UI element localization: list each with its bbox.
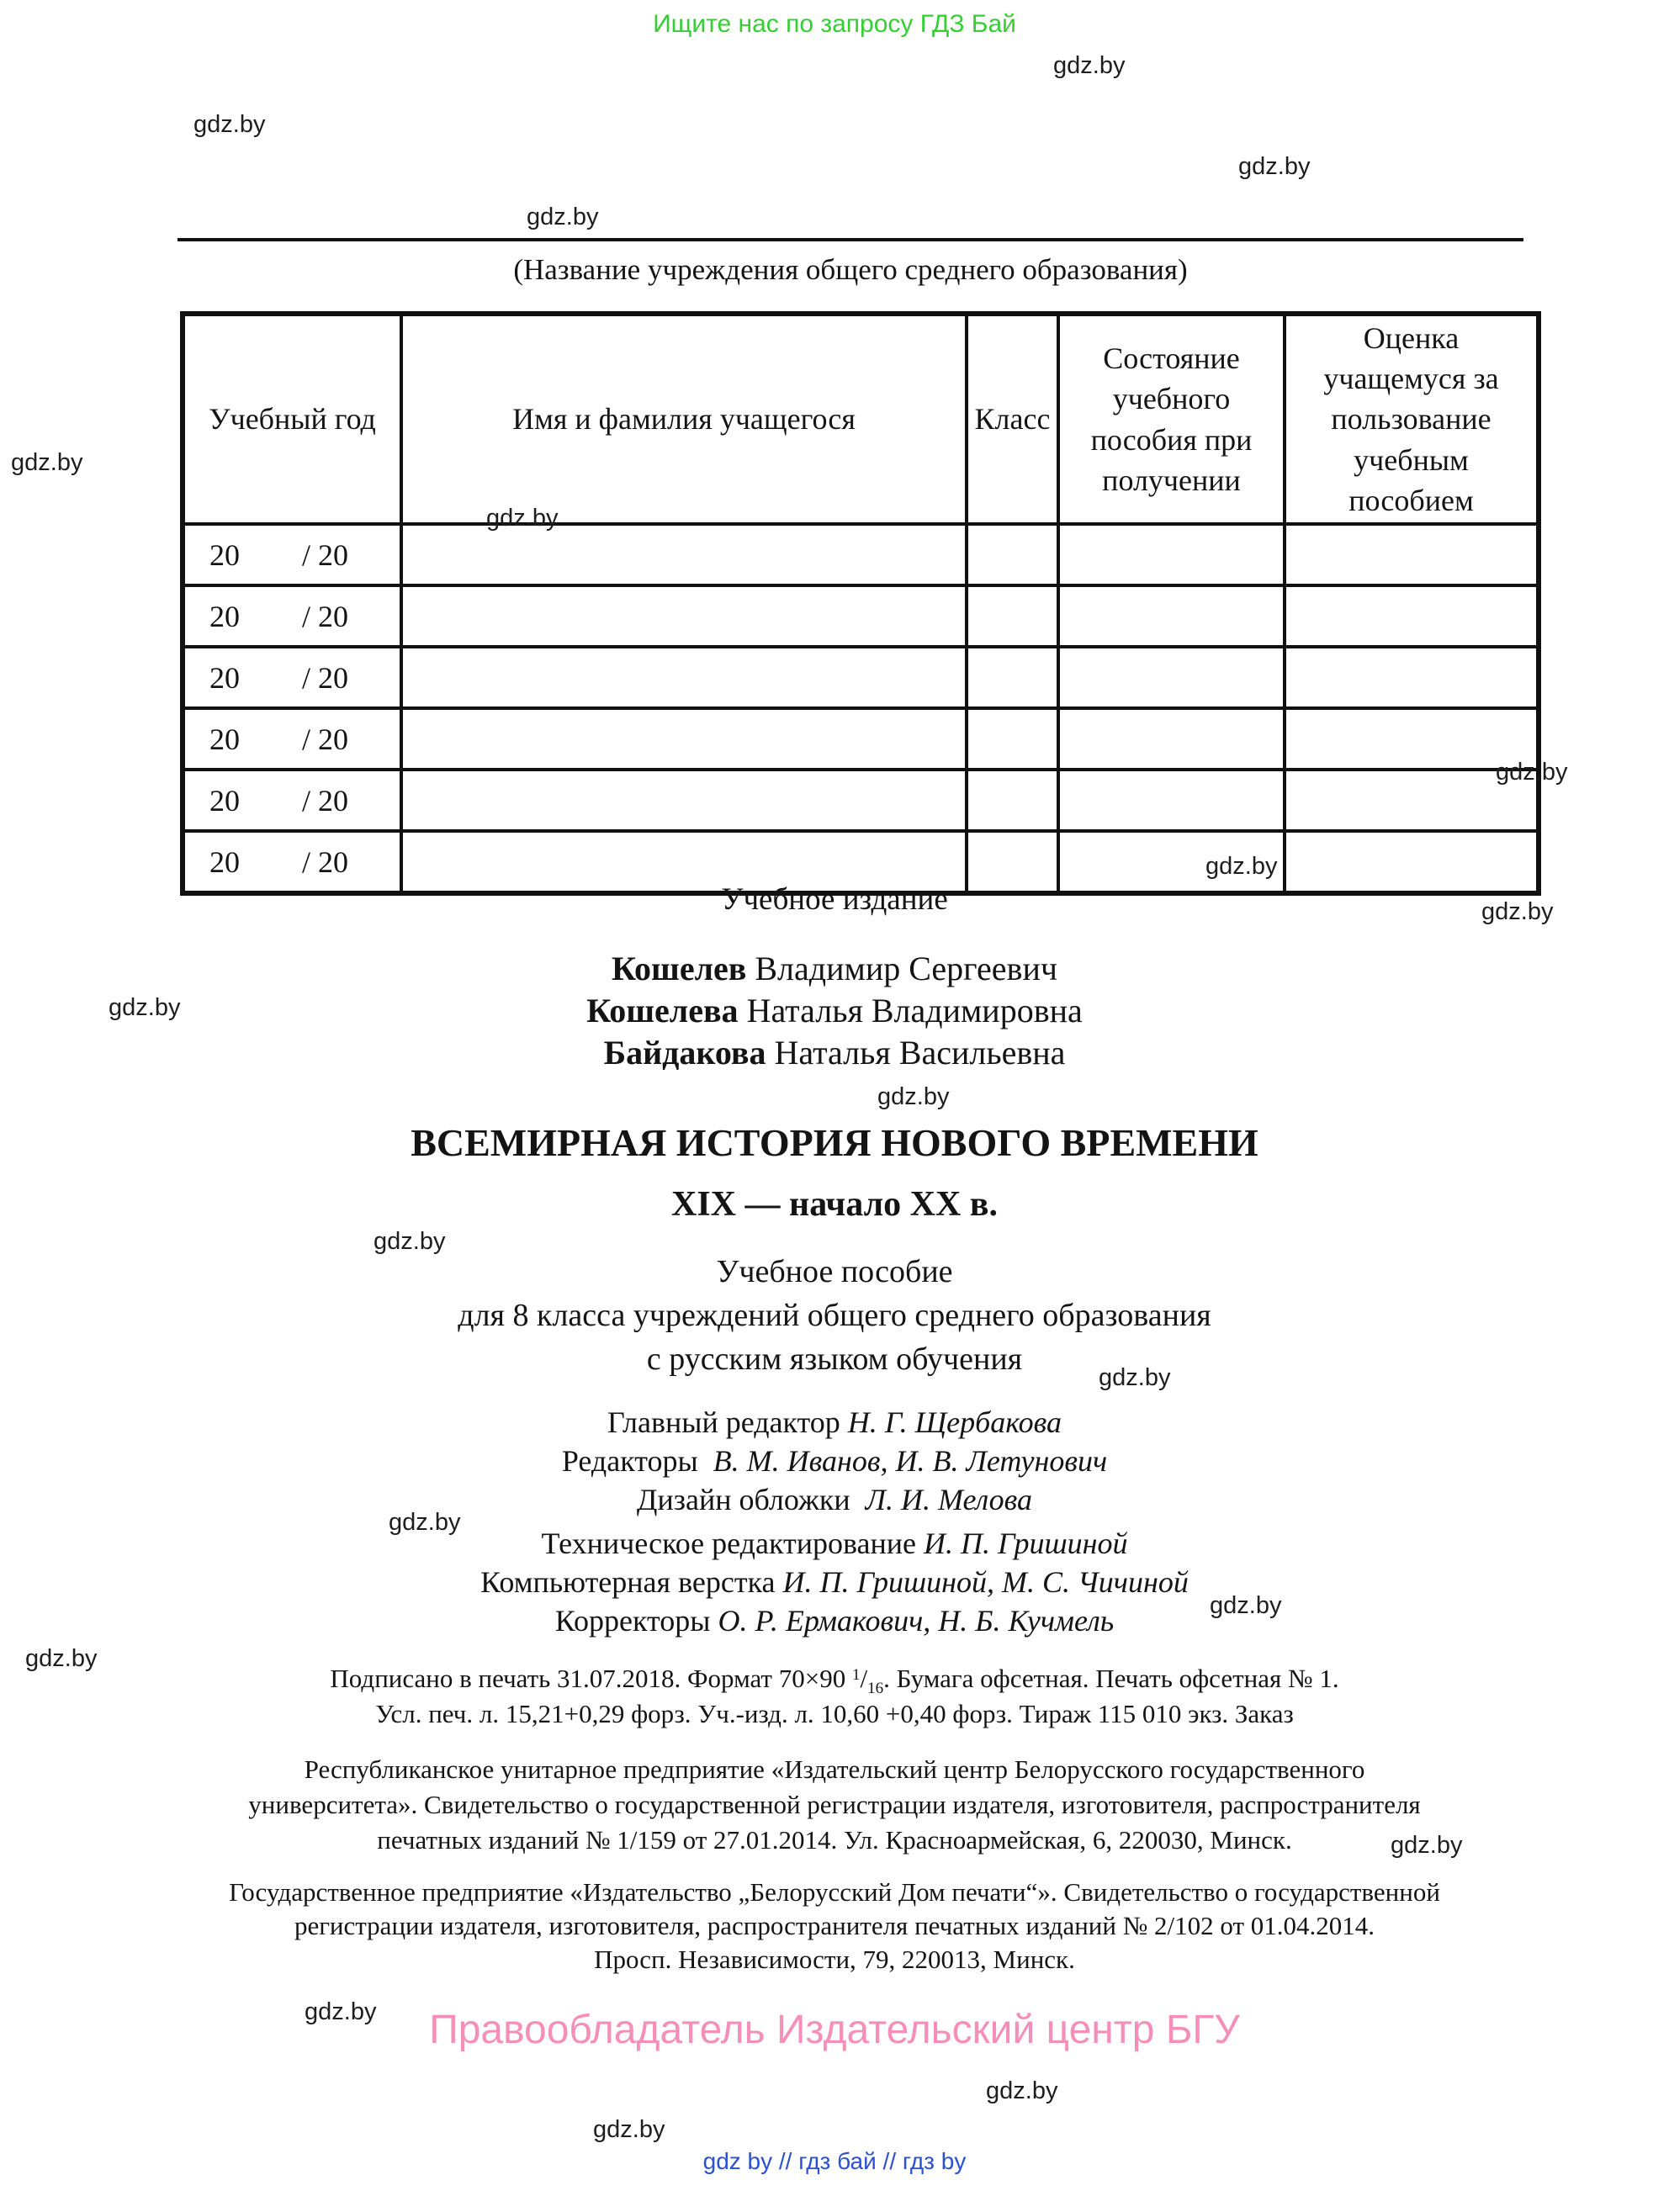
year-cell [186,660,399,696]
table-header-row [183,314,1539,524]
publisher-line: Республиканское унитарное предприятие «Издательский центр Белорусского государственного [304,1754,1365,1784]
staff-line [0,1603,1669,1638]
staff-line [0,1564,1669,1600]
year-cell [186,783,399,818]
year-suffix: / 20 [302,599,349,633]
year-suffix: / 20 [302,537,349,572]
institution-caption: (Название учреждения общего среднего образования) [513,253,1188,286]
year-prefix: 20 [209,844,240,879]
col-header-class: Класс [967,314,1058,524]
staff-names: И. П. Гришиной, М. С. Чичиной [782,1565,1189,1599]
imprint-text: . Бумага офсетная. Печать офсетная № 1. [883,1664,1339,1693]
imprint-line: Усл. печ. л. 15,21+0,29 форз. Уч.-изд. л. 10,60 +0,40 форз. Тираж 115 010 экз. Заказ [375,1699,1294,1728]
grade-cell [1285,647,1539,708]
watermark: gdz.by [1099,1364,1171,1391]
col-header-year: Учебный год [183,314,401,524]
watermark: gdz.by [374,1228,446,1255]
watermark: gdz.by [527,204,599,230]
name-cell [401,524,967,585]
watermark: gdz.by [1481,898,1554,925]
watermark: gdz.by [1053,52,1126,79]
printer-line: Просп. Независимости, 79, 220013, Минск. [594,1945,1075,1974]
edition-type-line: для 8 класса учреждений общего среднего образования [458,1298,1211,1333]
staff-line [0,1405,1669,1440]
year-suffix: / 20 [302,844,349,879]
watermark: gdz.by [11,449,83,476]
staff-role: Дизайн обложки [636,1483,866,1516]
class-cell [967,770,1058,831]
staff-role: Компьютерная верстка [480,1565,783,1599]
watermark: gdz.by [1391,1832,1463,1859]
year-prefix: 20 [209,660,240,695]
footer-links[interactable]: gdz by // гдз бай // гдз by [702,2148,967,2174]
table-row [183,708,1539,770]
table-row [183,647,1539,708]
author-given-names: Наталья Васильевна [766,1034,1066,1072]
author-line [0,991,1669,1030]
name-cell [401,585,967,647]
watermark: gdz.by [389,1509,461,1536]
book-subtitle: XIX — начало XX в. [671,1185,998,1224]
watermark: gdz.by [986,2077,1058,2104]
author-surname: Кошелев [612,950,747,987]
grade-cell [1285,585,1539,647]
staff-line [0,1443,1669,1479]
book-title: ВСЕМИРНАЯ ИСТОРИЯ НОВОГО ВРЕМЕНИ [411,1121,1258,1164]
col-header-state: Состояние учебного пособия при получении [1058,314,1285,524]
watermark: gdz.by [593,2116,665,2143]
imprint-line [0,1664,1669,1698]
table-row [183,524,1539,585]
fraction-denominator: 16 [867,1680,884,1697]
year-suffix: / 20 [302,722,349,756]
rights-holder: Правообладатель Издательский центр БГУ [429,2008,1240,2052]
year-cell [186,722,399,757]
publisher-line: университета». Свидетельство о государственной регистрации издателя, изготовителя, распространителя [248,1790,1421,1819]
staff-role: Техническое редактирование [541,1527,924,1560]
year-cell [186,537,399,573]
edition-kind: Учебное издание [721,882,948,917]
watermark: gdz.by [193,111,266,138]
watermark: gdz.by [1238,153,1311,180]
usage-register-table [180,311,1541,896]
table-row [183,770,1539,831]
state-cell [1058,585,1285,647]
col-header-name: Имя и фамилия учащегося [401,314,967,524]
promo-banner: Ищите нас по запросу ГДЗ Бай [653,10,1016,38]
staff-names: Л. И. Мелова [865,1483,1033,1516]
staff-names: И. П. Гришиной [924,1527,1128,1560]
staff-role: Редакторы [561,1444,713,1478]
year-cell [186,844,399,880]
staff-names: В. М. Иванов, И. В. Летунович [713,1444,1108,1478]
staff-role: Главный редактор [607,1405,848,1439]
fraction-numerator: 1 [851,1666,861,1684]
name-cell [401,708,967,770]
staff-names: О. Р. Ермакович, Н. Б. Кучмель [718,1604,1115,1638]
year-prefix: 20 [209,722,240,756]
author-surname: Байдакова [603,1034,766,1072]
publisher-line: печатных изданий № 1/159 от 27.01.2014. Ул. Красноармейская, 6, 220030, Минск. [377,1825,1292,1855]
watermark: gdz.by [305,1998,377,2025]
class-cell [967,708,1058,770]
author-given-names: Наталья Владимировна [738,992,1083,1029]
watermark: gdz.by [1496,759,1568,786]
year-prefix: 20 [209,783,240,818]
watermark: gdz.by [486,505,559,532]
year-suffix: / 20 [302,660,349,695]
author-line [0,949,1669,988]
edition-type-line: Учебное пособие [716,1254,953,1289]
signature-rule [177,238,1523,241]
year-suffix: / 20 [302,783,349,818]
watermark: gdz.by [1210,1592,1282,1619]
printer-line: Государственное предприятие «Издательство „Белорусский Дом печати“». Свидетельство о государственной [229,1877,1440,1907]
staff-line [0,1482,1669,1517]
grade-cell [1285,524,1539,585]
author-surname: Кошелева [586,992,739,1029]
state-cell [1058,647,1285,708]
state-cell [1058,708,1285,770]
watermark: gdz.by [877,1083,950,1110]
staff-names: Н. Г. Щербакова [847,1405,1062,1439]
col-header-grade: Оценка учащемуся за пользование учебным пособием [1285,314,1539,524]
staff-line [0,1526,1669,1561]
name-cell [401,770,967,831]
watermark: gdz.by [109,994,181,1021]
staff-role: Корректоры [554,1604,718,1638]
edition-type-line: с русским языком обучения [646,1341,1023,1377]
watermark: gdz.by [1205,853,1278,880]
state-cell [1058,770,1285,831]
name-cell [401,647,967,708]
class-cell [967,647,1058,708]
author-given-names: Владимир Сергеевич [746,950,1057,987]
state-cell [1058,524,1285,585]
year-prefix: 20 [209,537,240,572]
fraction-slash: / [860,1664,868,1693]
imprint-text: Подписано в печать 31.07.2018. Формат 70×90 [330,1664,852,1693]
author-line [0,1033,1669,1072]
class-cell [967,585,1058,647]
printer-line: регистрации издателя, изготовителя, распространителя печатных изданий № 2/102 от 01.04.2014. [294,1911,1375,1940]
class-cell [967,524,1058,585]
year-prefix: 20 [209,599,240,633]
table-row [183,585,1539,647]
watermark: gdz.by [25,1645,98,1672]
year-cell [186,599,399,634]
